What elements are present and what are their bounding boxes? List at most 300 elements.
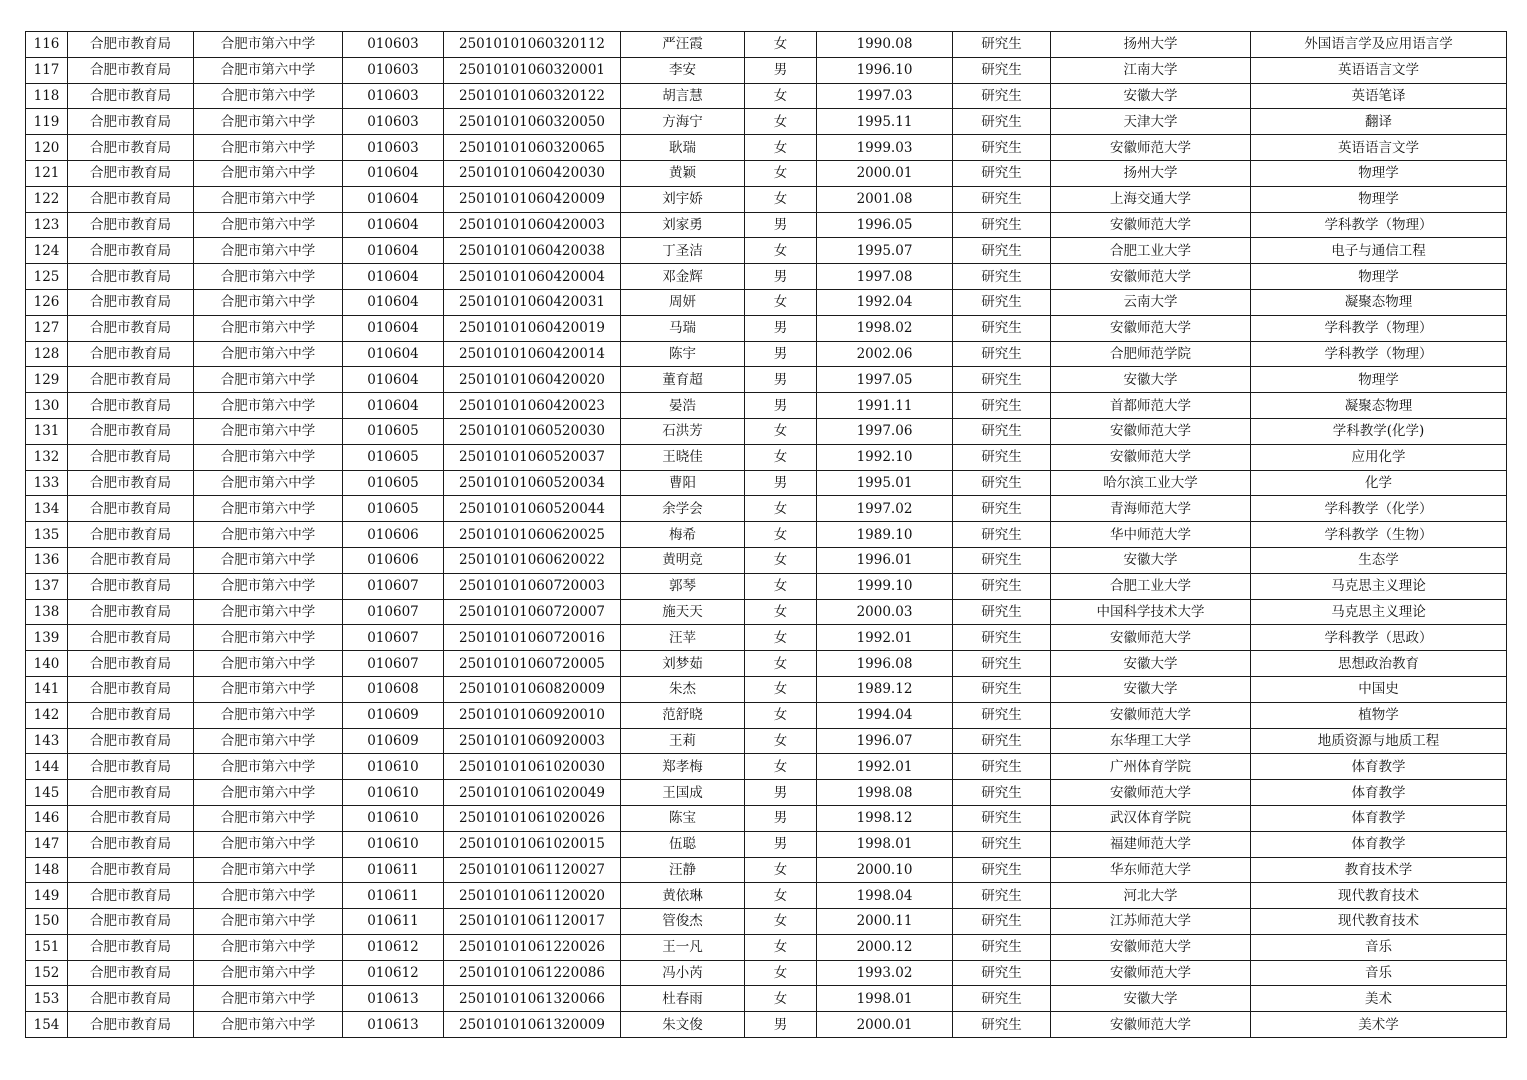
cell-birth-date: 1999.03 [817,135,953,161]
cell-major: 外国语言学及应用语言学 [1251,32,1507,58]
cell-name: 刘梦茹 [621,651,745,677]
cell-education: 研究生 [953,805,1051,831]
cell-birth-date: 1996.05 [817,212,953,238]
cell-position-code: 010611 [343,883,444,909]
cell-graduate-school: 上海交通大学 [1051,186,1251,212]
cell-seq-no: 116 [26,32,68,58]
cell-authority: 合肥市教育局 [68,1012,194,1038]
cell-name: 马瑞 [621,315,745,341]
cell-authority: 合肥市教育局 [68,470,194,496]
table-row [26,186,1507,212]
table-row [26,341,1507,367]
cell-authority: 合肥市教育局 [68,599,194,625]
cell-graduate-school: 安徽师范大学 [1051,934,1251,960]
cell-gender: 女 [745,728,817,754]
cell-exam-ticket-no: 25010101060820009 [444,676,621,702]
cell-major: 美术 [1251,986,1507,1012]
cell-authority: 合肥市教育局 [68,341,194,367]
cell-education: 研究生 [953,393,1051,419]
cell-major: 英语语言文学 [1251,57,1507,83]
table-row [26,57,1507,83]
cell-education: 研究生 [953,57,1051,83]
cell-gender: 女 [745,160,817,186]
table-row [26,573,1507,599]
cell-exam-ticket-no: 25010101061320009 [444,1012,621,1038]
cell-name: 方海宁 [621,109,745,135]
cell-major: 凝聚态物理 [1251,393,1507,419]
cell-seq-no: 148 [26,857,68,883]
cell-exam-ticket-no: 25010101060420020 [444,367,621,393]
cell-authority: 合肥市教育局 [68,831,194,857]
cell-name: 董育超 [621,367,745,393]
cell-major: 学科教学（生物） [1251,522,1507,548]
cell-seq-no: 131 [26,418,68,444]
cell-position-code: 010607 [343,625,444,651]
cell-birth-date: 1992.01 [817,625,953,651]
cell-graduate-school: 扬州大学 [1051,32,1251,58]
cell-name: 周妍 [621,289,745,315]
cell-name: 丁圣洁 [621,238,745,264]
cell-major: 音乐 [1251,960,1507,986]
cell-gender: 女 [745,238,817,264]
cell-graduate-school: 安徽师范大学 [1051,780,1251,806]
cell-birth-date: 1997.08 [817,264,953,290]
cell-seq-no: 127 [26,315,68,341]
cell-seq-no: 151 [26,934,68,960]
cell-major: 现代教育技术 [1251,883,1507,909]
cell-major: 英语语言文学 [1251,135,1507,161]
table-row [26,264,1507,290]
cell-seq-no: 137 [26,573,68,599]
cell-position-code: 010605 [343,418,444,444]
cell-school: 合肥市第六中学 [194,805,343,831]
table-row [26,780,1507,806]
cell-gender: 男 [745,315,817,341]
cell-seq-no: 152 [26,960,68,986]
cell-education: 研究生 [953,986,1051,1012]
cell-graduate-school: 安徽师范大学 [1051,702,1251,728]
cell-birth-date: 1998.01 [817,831,953,857]
cell-seq-no: 136 [26,547,68,573]
cell-authority: 合肥市教育局 [68,909,194,935]
cell-authority: 合肥市教育局 [68,212,194,238]
cell-major: 马克思主义理论 [1251,573,1507,599]
cell-birth-date: 1994.04 [817,702,953,728]
cell-exam-ticket-no: 25010101060320065 [444,135,621,161]
cell-name: 汪静 [621,857,745,883]
cell-position-code: 010604 [343,212,444,238]
cell-graduate-school: 安徽大学 [1051,676,1251,702]
cell-name: 汪苹 [621,625,745,651]
cell-name: 朱文俊 [621,1012,745,1038]
cell-authority: 合肥市教育局 [68,444,194,470]
cell-school: 合肥市第六中学 [194,32,343,58]
cell-seq-no: 130 [26,393,68,419]
cell-exam-ticket-no: 25010101061120017 [444,909,621,935]
cell-birth-date: 1992.04 [817,289,953,315]
cell-major: 植物学 [1251,702,1507,728]
cell-authority: 合肥市教育局 [68,83,194,109]
cell-school: 合肥市第六中学 [194,986,343,1012]
table-row [26,676,1507,702]
cell-position-code: 010612 [343,960,444,986]
cell-education: 研究生 [953,470,1051,496]
cell-major: 物理学 [1251,160,1507,186]
cell-authority: 合肥市教育局 [68,547,194,573]
cell-school: 合肥市第六中学 [194,212,343,238]
cell-seq-no: 123 [26,212,68,238]
cell-school: 合肥市第六中学 [194,418,343,444]
cell-graduate-school: 广州体育学院 [1051,754,1251,780]
cell-exam-ticket-no: 25010101060320122 [444,83,621,109]
cell-name: 朱杰 [621,676,745,702]
cell-major: 音乐 [1251,934,1507,960]
cell-graduate-school: 安徽师范大学 [1051,264,1251,290]
cell-position-code: 010611 [343,857,444,883]
cell-seq-no: 139 [26,625,68,651]
cell-education: 研究生 [953,418,1051,444]
cell-name: 郭琴 [621,573,745,599]
cell-birth-date: 1995.07 [817,238,953,264]
cell-authority: 合肥市教育局 [68,315,194,341]
cell-education: 研究生 [953,367,1051,393]
cell-birth-date: 1989.12 [817,676,953,702]
cell-seq-no: 117 [26,57,68,83]
table-row [26,754,1507,780]
cell-school: 合肥市第六中学 [194,625,343,651]
cell-school: 合肥市第六中学 [194,444,343,470]
cell-gender: 女 [745,651,817,677]
table-row [26,109,1507,135]
cell-exam-ticket-no: 25010101060720005 [444,651,621,677]
cell-gender: 男 [745,805,817,831]
cell-birth-date: 1998.01 [817,986,953,1012]
cell-name: 刘家勇 [621,212,745,238]
cell-school: 合肥市第六中学 [194,599,343,625]
cell-exam-ticket-no: 25010101060420003 [444,212,621,238]
cell-education: 研究生 [953,522,1051,548]
cell-position-code: 010604 [343,367,444,393]
cell-position-code: 010606 [343,547,444,573]
cell-seq-no: 133 [26,470,68,496]
cell-name: 余学会 [621,496,745,522]
cell-education: 研究生 [953,212,1051,238]
cell-graduate-school: 江苏师范大学 [1051,909,1251,935]
cell-major: 地质资源与地质工程 [1251,728,1507,754]
cell-name: 王国成 [621,780,745,806]
cell-name: 冯小芮 [621,960,745,986]
cell-gender: 女 [745,960,817,986]
table-row [26,83,1507,109]
cell-gender: 女 [745,83,817,109]
cell-major: 翻译 [1251,109,1507,135]
cell-seq-no: 122 [26,186,68,212]
cell-birth-date: 1992.01 [817,754,953,780]
cell-seq-no: 143 [26,728,68,754]
cell-graduate-school: 首都师范大学 [1051,393,1251,419]
cell-position-code: 010603 [343,83,444,109]
cell-school: 合肥市第六中学 [194,522,343,548]
cell-position-code: 010613 [343,1012,444,1038]
cell-seq-no: 120 [26,135,68,161]
table-row [26,625,1507,651]
table-row [26,522,1507,548]
cell-education: 研究生 [953,934,1051,960]
table-row [26,934,1507,960]
cell-education: 研究生 [953,857,1051,883]
cell-graduate-school: 安徽师范大学 [1051,135,1251,161]
cell-birth-date: 1998.04 [817,883,953,909]
cell-school: 合肥市第六中学 [194,470,343,496]
cell-name: 黄颖 [621,160,745,186]
cell-graduate-school: 安徽师范大学 [1051,960,1251,986]
cell-graduate-school: 安徽师范大学 [1051,315,1251,341]
table-row [26,393,1507,419]
cell-birth-date: 1997.02 [817,496,953,522]
cell-name: 胡言慧 [621,83,745,109]
cell-major: 体育教学 [1251,805,1507,831]
cell-education: 研究生 [953,289,1051,315]
table-row [26,367,1507,393]
cell-exam-ticket-no: 25010101061120027 [444,857,621,883]
cell-school: 合肥市第六中学 [194,315,343,341]
cell-education: 研究生 [953,109,1051,135]
cell-birth-date: 1995.01 [817,470,953,496]
cell-education: 研究生 [953,238,1051,264]
cell-major: 学科教学（物理） [1251,212,1507,238]
cell-exam-ticket-no: 25010101060420019 [444,315,621,341]
cell-major: 电子与通信工程 [1251,238,1507,264]
cell-major: 应用化学 [1251,444,1507,470]
roster-body [26,32,1507,1038]
cell-name: 耿瑞 [621,135,745,161]
cell-graduate-school: 安徽大学 [1051,986,1251,1012]
cell-seq-no: 138 [26,599,68,625]
cell-seq-no: 150 [26,909,68,935]
cell-school: 合肥市第六中学 [194,264,343,290]
cell-gender: 女 [745,909,817,935]
cell-authority: 合肥市教育局 [68,238,194,264]
cell-school: 合肥市第六中学 [194,960,343,986]
cell-gender: 男 [745,393,817,419]
cell-school: 合肥市第六中学 [194,857,343,883]
cell-education: 研究生 [953,754,1051,780]
cell-school: 合肥市第六中学 [194,728,343,754]
cell-authority: 合肥市教育局 [68,264,194,290]
cell-position-code: 010610 [343,780,444,806]
table-row [26,986,1507,1012]
cell-major: 学科教学(化学) [1251,418,1507,444]
cell-education: 研究生 [953,831,1051,857]
cell-authority: 合肥市教育局 [68,418,194,444]
cell-education: 研究生 [953,573,1051,599]
cell-school: 合肥市第六中学 [194,83,343,109]
cell-exam-ticket-no: 25010101060420009 [444,186,621,212]
cell-gender: 女 [745,986,817,1012]
cell-exam-ticket-no: 25010101061120020 [444,883,621,909]
cell-position-code: 010604 [343,289,444,315]
cell-position-code: 010607 [343,573,444,599]
cell-gender: 男 [745,57,817,83]
cell-gender: 女 [745,135,817,161]
cell-graduate-school: 福建师范大学 [1051,831,1251,857]
cell-position-code: 010604 [343,238,444,264]
cell-exam-ticket-no: 25010101060420014 [444,341,621,367]
cell-exam-ticket-no: 25010101060620025 [444,522,621,548]
cell-school: 合肥市第六中学 [194,651,343,677]
cell-major: 学科教学（化学） [1251,496,1507,522]
cell-position-code: 010609 [343,702,444,728]
cell-authority: 合肥市教育局 [68,393,194,419]
cell-school: 合肥市第六中学 [194,573,343,599]
cell-birth-date: 1997.06 [817,418,953,444]
cell-exam-ticket-no: 25010101060320112 [444,32,621,58]
cell-seq-no: 118 [26,83,68,109]
cell-graduate-school: 武汉体育学院 [1051,805,1251,831]
cell-position-code: 010607 [343,599,444,625]
cell-authority: 合肥市教育局 [68,573,194,599]
cell-name: 郑孝梅 [621,754,745,780]
cell-education: 研究生 [953,341,1051,367]
candidate-roster-table [25,31,1507,1038]
cell-position-code: 010612 [343,934,444,960]
cell-major: 体育教学 [1251,831,1507,857]
cell-gender: 女 [745,186,817,212]
cell-birth-date: 1998.08 [817,780,953,806]
cell-gender: 男 [745,367,817,393]
cell-name: 黄明竞 [621,547,745,573]
cell-exam-ticket-no: 25010101060420004 [444,264,621,290]
cell-name: 伍聪 [621,831,745,857]
cell-gender: 男 [745,212,817,238]
cell-birth-date: 1998.12 [817,805,953,831]
cell-seq-no: 126 [26,289,68,315]
cell-seq-no: 149 [26,883,68,909]
cell-position-code: 010610 [343,831,444,857]
cell-graduate-school: 安徽大学 [1051,83,1251,109]
cell-name: 施天天 [621,599,745,625]
cell-exam-ticket-no: 25010101060620022 [444,547,621,573]
table-row [26,599,1507,625]
cell-position-code: 010604 [343,264,444,290]
cell-school: 合肥市第六中学 [194,57,343,83]
cell-major: 马克思主义理论 [1251,599,1507,625]
cell-birth-date: 1991.11 [817,393,953,419]
cell-school: 合肥市第六中学 [194,934,343,960]
cell-seq-no: 140 [26,651,68,677]
cell-position-code: 010604 [343,315,444,341]
cell-education: 研究生 [953,444,1051,470]
cell-education: 研究生 [953,1012,1051,1038]
table-row [26,1012,1507,1038]
cell-school: 合肥市第六中学 [194,109,343,135]
cell-school: 合肥市第六中学 [194,1012,343,1038]
cell-exam-ticket-no: 25010101061020030 [444,754,621,780]
cell-gender: 男 [745,341,817,367]
table-row [26,883,1507,909]
cell-authority: 合肥市教育局 [68,728,194,754]
table-row [26,831,1507,857]
cell-graduate-school: 安徽师范大学 [1051,212,1251,238]
cell-position-code: 010605 [343,496,444,522]
cell-authority: 合肥市教育局 [68,857,194,883]
cell-seq-no: 144 [26,754,68,780]
cell-major: 化学 [1251,470,1507,496]
cell-exam-ticket-no: 25010101060920010 [444,702,621,728]
cell-seq-no: 154 [26,1012,68,1038]
cell-authority: 合肥市教育局 [68,160,194,186]
cell-position-code: 010603 [343,109,444,135]
cell-position-code: 010604 [343,186,444,212]
cell-name: 邓金辉 [621,264,745,290]
cell-graduate-school: 青海师范大学 [1051,496,1251,522]
cell-major: 现代教育技术 [1251,909,1507,935]
cell-authority: 合肥市教育局 [68,986,194,1012]
cell-birth-date: 2000.12 [817,934,953,960]
table-row [26,651,1507,677]
cell-exam-ticket-no: 25010101060520037 [444,444,621,470]
table-row [26,418,1507,444]
cell-graduate-school: 安徽师范大学 [1051,1012,1251,1038]
cell-graduate-school: 合肥师范学院 [1051,341,1251,367]
cell-education: 研究生 [953,547,1051,573]
cell-birth-date: 2000.03 [817,599,953,625]
cell-school: 合肥市第六中学 [194,341,343,367]
cell-graduate-school: 安徽大学 [1051,367,1251,393]
table-row [26,960,1507,986]
cell-graduate-school: 华东师范大学 [1051,857,1251,883]
cell-exam-ticket-no: 25010101060420038 [444,238,621,264]
cell-education: 研究生 [953,160,1051,186]
cell-position-code: 010605 [343,470,444,496]
cell-school: 合肥市第六中学 [194,160,343,186]
cell-authority: 合肥市教育局 [68,109,194,135]
cell-gender: 男 [745,1012,817,1038]
cell-name: 曹阳 [621,470,745,496]
cell-seq-no: 135 [26,522,68,548]
cell-exam-ticket-no: 25010101060520044 [444,496,621,522]
table-row [26,909,1507,935]
cell-birth-date: 1996.10 [817,57,953,83]
cell-name: 范舒晓 [621,702,745,728]
cell-position-code: 010609 [343,728,444,754]
cell-authority: 合肥市教育局 [68,367,194,393]
cell-education: 研究生 [953,264,1051,290]
cell-major: 体育教学 [1251,754,1507,780]
cell-gender: 女 [745,754,817,780]
cell-name: 王一凡 [621,934,745,960]
cell-name: 晏浩 [621,393,745,419]
cell-major: 学科教学（物理） [1251,341,1507,367]
cell-exam-ticket-no: 25010101061320066 [444,986,621,1012]
cell-seq-no: 142 [26,702,68,728]
cell-name: 杜春雨 [621,986,745,1012]
cell-education: 研究生 [953,599,1051,625]
cell-position-code: 010603 [343,32,444,58]
table-row [26,857,1507,883]
cell-authority: 合肥市教育局 [68,702,194,728]
cell-gender: 女 [745,32,817,58]
cell-graduate-school: 安徽师范大学 [1051,444,1251,470]
table-row [26,805,1507,831]
cell-authority: 合肥市教育局 [68,289,194,315]
cell-seq-no: 119 [26,109,68,135]
cell-authority: 合肥市教育局 [68,883,194,909]
cell-seq-no: 141 [26,676,68,702]
table-row [26,444,1507,470]
cell-gender: 女 [745,702,817,728]
table-row [26,547,1507,573]
